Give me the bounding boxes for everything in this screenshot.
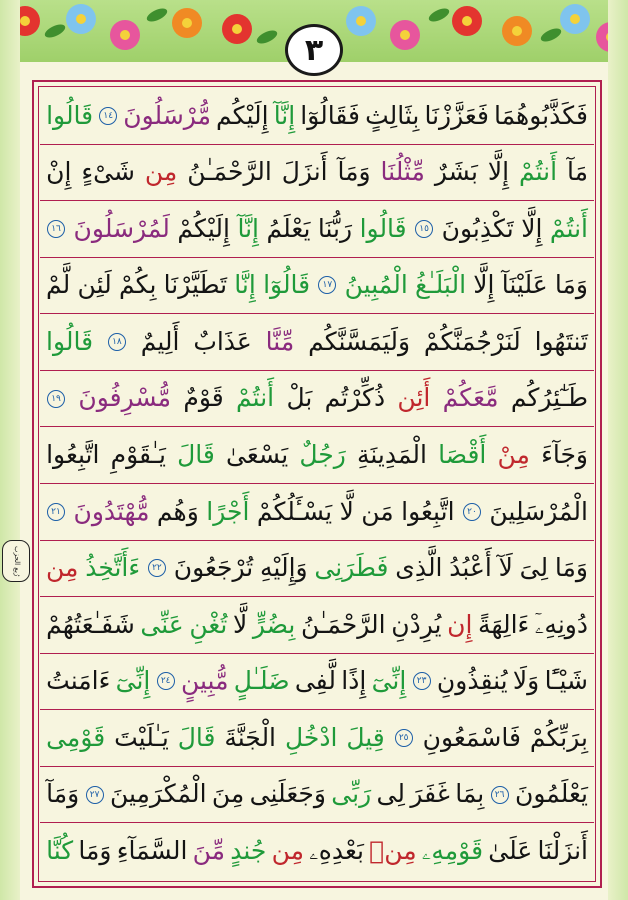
verse-word: ضَلَـٰلٍ xyxy=(233,666,290,696)
left-border xyxy=(0,0,20,900)
verse-word: مُّسْرِفُونَ xyxy=(78,383,172,413)
verse-word: عَنِّى xyxy=(140,609,184,639)
verse-word: شَىْءٍ xyxy=(81,157,135,187)
verse-word: يَعْلَمُونَ xyxy=(514,779,588,809)
verse-word: تَنتَهُوا xyxy=(534,326,588,356)
leaf-icon xyxy=(255,28,279,46)
verse-word: الرَّحْمَـٰنُ xyxy=(300,609,386,639)
verse-word: مِن xyxy=(271,836,305,866)
leaf-icon xyxy=(43,22,67,40)
verse-word: وَهُم xyxy=(156,496,199,526)
verse-word: يُنقِذُونِ xyxy=(436,666,508,696)
flower-icon xyxy=(560,4,590,34)
verse-word: لَّا xyxy=(233,609,248,639)
verse-word: ادْخُلِ xyxy=(284,722,338,752)
verse-lines xyxy=(40,88,594,880)
verse-word: أَنزَلْنَا xyxy=(537,836,588,866)
verse-word: الْمُكْرَمِينَ xyxy=(109,779,207,809)
verse-word: وَمَا xyxy=(78,836,112,866)
verse-line xyxy=(40,201,594,258)
verse-word: إِنَّآ xyxy=(237,213,259,243)
leaf-icon xyxy=(145,6,169,24)
verse-word: بِمَا xyxy=(455,779,485,809)
verse-word: طَـٰٓئِرُكُم xyxy=(510,383,588,413)
verse-word: يَـٰلَيْتَ xyxy=(114,722,169,752)
verse-word: السَّمَآءِ xyxy=(116,836,188,866)
verse-word: لَنَرْجُمَنَّكُمْ xyxy=(423,326,521,356)
verse-word: غَفَرَ xyxy=(410,779,450,809)
right-border xyxy=(608,0,628,900)
verse-word: بِكُمْ xyxy=(119,270,157,300)
verse-word: دُونِهِۦٓ xyxy=(534,609,588,639)
verse-line xyxy=(40,654,594,711)
verse-word: إِلَيْكُمْ xyxy=(177,213,230,243)
verse-word: إِلَّا xyxy=(473,270,495,300)
verse-word: لَّمْ xyxy=(46,270,71,300)
verse-word: الْمُبِينُ xyxy=(344,270,408,300)
verse-word: مَن xyxy=(361,496,394,526)
flower-icon xyxy=(452,6,482,36)
verse-word: مِّنَّا xyxy=(265,326,295,356)
verse-word: تُرْجَعُونَ xyxy=(173,553,254,583)
verse-word: لَئِن xyxy=(77,270,112,300)
ayah-number-marker: ٢٣ xyxy=(413,672,431,690)
verse-word: يَـٰقَوْمِ xyxy=(110,439,166,469)
verse-word: أَنتُمْ xyxy=(549,213,588,243)
verse-word: عَلَيْنَآ xyxy=(501,270,548,300)
verse-line xyxy=(40,145,594,202)
ayah-number-marker: ٢٦ xyxy=(491,786,509,804)
ayah-number-marker: ٢١ xyxy=(47,503,65,521)
flower-icon xyxy=(390,20,420,50)
verse-word: أَئِن xyxy=(397,383,431,413)
ayah-number-marker: ٢٤ xyxy=(157,672,175,690)
verse-word: شَفَـٰعَتُهُمْ xyxy=(46,609,135,639)
verse-word: وَإِلَيْهِ xyxy=(260,553,308,583)
verse-word: الرَّحْمَـٰنُ xyxy=(187,157,272,187)
verse-word: أَنتُمْ xyxy=(236,383,275,413)
verse-word: الْجَنَّةَ xyxy=(224,722,277,752)
verse-word: لِى xyxy=(376,779,405,809)
verse-word: مِنْ xyxy=(497,439,530,469)
verse-word: إِلَيْكُم xyxy=(216,100,269,130)
verse-word: وَلَا xyxy=(512,666,540,696)
verse-word: أَنتُمْ xyxy=(518,157,558,187)
verse-word: بِثَالِثٍ xyxy=(365,100,420,130)
leaf-icon xyxy=(427,6,451,24)
verse-word: قَوْمِهِۦ xyxy=(421,836,484,866)
verse-word: قَالَ xyxy=(177,722,216,752)
verse-word: مِن xyxy=(144,157,178,187)
verse-word: بَعْدِهِۦ xyxy=(309,836,364,866)
verse-word: رَجُلٌ xyxy=(299,439,346,469)
verse-word: عَلَىٰ xyxy=(488,836,533,866)
verse-word: إِلَّا xyxy=(487,157,510,187)
verse-word: يَعْلَمُ xyxy=(266,213,311,243)
page-number: ٣ xyxy=(285,24,343,76)
verse-word: إِلَّا xyxy=(521,213,543,243)
verse-line xyxy=(40,88,594,145)
verse-word: إِنِّىٓ xyxy=(371,666,407,696)
verse-word: فَطَرَنِى xyxy=(314,553,389,583)
verse-line xyxy=(40,258,594,315)
verse-word: أَعْبُدُ xyxy=(449,553,492,583)
verse-word: يَسْعَىٰ xyxy=(226,439,289,469)
verse-word: وَمَا xyxy=(554,553,588,583)
verse-word: وَمَآ xyxy=(337,157,371,187)
verse-word: بَلْ xyxy=(286,383,313,413)
verse-word: لِىَ xyxy=(519,553,549,583)
verse-word: شَيْـًٔا xyxy=(544,666,588,696)
verse-word: لَمُرْسَلُونَ xyxy=(73,213,170,243)
verse-word: قِيلَ xyxy=(346,722,385,752)
verse-word: قَالُوٓا xyxy=(263,270,311,300)
flower-icon xyxy=(110,20,140,50)
ayah-number-marker: ٢٢ xyxy=(148,559,166,577)
verse-word: الْبَلَـٰغُ xyxy=(415,270,467,300)
verse-line xyxy=(40,823,594,880)
verse-word: مَّعَكُمْ xyxy=(442,383,499,413)
verse-word: الَّذِى xyxy=(395,553,443,583)
verse-word: قَالُوا xyxy=(46,326,94,356)
verse-line xyxy=(40,484,594,541)
verse-word: وَلَيَمَسَّنَّكُم xyxy=(308,326,411,356)
verse-word: مِن xyxy=(46,553,79,583)
flower-icon xyxy=(66,4,96,34)
verse-word: ءَامَنتُ xyxy=(46,666,111,696)
verse-line xyxy=(40,767,594,824)
ayah-number-marker: ٢٧ xyxy=(86,786,104,804)
leaf-icon xyxy=(539,26,563,44)
verse-word: مِنَ xyxy=(211,779,245,809)
verse-word: تُغْنِ xyxy=(189,609,228,639)
flower-icon xyxy=(222,14,252,44)
verse-word: تَكْذِبُونَ xyxy=(441,213,514,243)
verse-word: أَقْصَا xyxy=(438,439,487,469)
verse-word: وَجَآءَ xyxy=(541,439,588,469)
verse-word: إِذًا xyxy=(341,666,367,696)
verse-word: مِنۢ xyxy=(369,836,417,866)
verse-word: رَبِّى xyxy=(331,779,372,809)
verse-word: كُنَّا xyxy=(46,836,74,866)
verse-word: إِنَّآ xyxy=(273,100,296,130)
verse-word: تَطَيَّرْنَا xyxy=(163,270,228,300)
verse-word: أَجْرًا xyxy=(206,496,250,526)
verse-word: فَاسْمَعُونِ xyxy=(422,722,521,752)
verse-word: ذُكِّرْتُم xyxy=(324,383,386,413)
verse-word: قَالُوا xyxy=(359,213,407,243)
flower-icon xyxy=(502,16,532,46)
ayah-number-marker: ٢٥ xyxy=(395,729,413,747)
verse-word: قَوْمِى xyxy=(46,722,106,752)
ayah-number-marker: ١٨ xyxy=(108,333,126,351)
verse-word: فَكَذَّبُوهُمَا xyxy=(493,100,588,130)
verse-word: الْمَدِينَةِ xyxy=(356,439,427,469)
verse-word: قَالَ xyxy=(177,439,215,469)
verse-word: لَّفِى xyxy=(294,666,336,696)
verse-word: مِّنَ xyxy=(192,836,226,866)
verse-word: مُّهْتَدُونَ xyxy=(73,496,150,526)
verse-word: يُرِدْنِ xyxy=(391,609,442,639)
verse-word: فَعَزَّزْنَا xyxy=(424,100,489,130)
margin-note: رُبع الحزب xyxy=(2,540,30,582)
verse-word: مَآ xyxy=(566,157,588,187)
verse-word: الْمُرْسَلِينَ xyxy=(489,496,588,526)
verse-word: فَقَالُوٓا xyxy=(300,100,360,130)
ayah-number-marker: ١٤ xyxy=(99,107,117,125)
verse-word: إِنِّىٓ xyxy=(115,666,151,696)
verse-word: رَبُّنَا xyxy=(317,213,353,243)
verse-word: وَجَعَلَنِى xyxy=(249,779,326,809)
flower-icon xyxy=(172,8,202,38)
ayah-number-marker: ١٩ xyxy=(47,390,65,408)
flower-icon xyxy=(346,6,376,36)
verse-word: مُّرْسَلُونَ xyxy=(123,100,211,130)
verse-word: يَسْـَٔلُكُمْ xyxy=(256,496,333,526)
ayah-number-marker: ٢٠ xyxy=(463,503,481,521)
verse-word: ءَالِهَةً xyxy=(478,609,530,639)
verse-word: إِنْ xyxy=(46,157,72,187)
ayah-number-marker: ١٥ xyxy=(415,220,433,238)
verse-word: مُّبِينٍ xyxy=(180,666,229,696)
verse-word: وَمَا xyxy=(554,270,588,300)
ayah-number-marker: ١٧ xyxy=(318,276,336,294)
verse-line xyxy=(40,710,594,767)
verse-word: أَلِيمٌ xyxy=(140,326,180,356)
verse-word: بَشَرٌ xyxy=(434,157,478,187)
verse-line xyxy=(40,314,594,371)
verse-word: قَوْمٌ xyxy=(183,383,224,413)
verse-word: لَآ xyxy=(498,553,513,583)
verse-word: بِرَبِّكُمْ xyxy=(529,722,588,752)
verse-word: قَالُوا xyxy=(46,100,94,130)
verse-word: ءَأَتَّخِذُ xyxy=(85,553,141,583)
verse-word: إِنَّا xyxy=(234,270,256,300)
verse-word: بِضُرٍّ xyxy=(252,609,296,639)
verse-word: مِّثْلُنَا xyxy=(380,157,425,187)
verse-word: لَّا xyxy=(339,496,354,526)
verse-line xyxy=(40,597,594,654)
verse-word: إِن xyxy=(447,609,473,639)
verse-word: وَمَآ xyxy=(46,779,80,809)
verse-word: أَنزَلَ xyxy=(281,157,328,187)
verse-word: عَذَابٌ xyxy=(193,326,252,356)
verse-word: اتَّبِعُوا xyxy=(46,439,100,469)
verse-word: جُندٍ xyxy=(230,836,267,866)
verse-line xyxy=(40,371,594,428)
ayah-number-marker: ١٦ xyxy=(47,220,65,238)
verse-line xyxy=(40,427,594,484)
verse-word: اتَّبِعُوا xyxy=(401,496,455,526)
verse-line xyxy=(40,541,594,598)
